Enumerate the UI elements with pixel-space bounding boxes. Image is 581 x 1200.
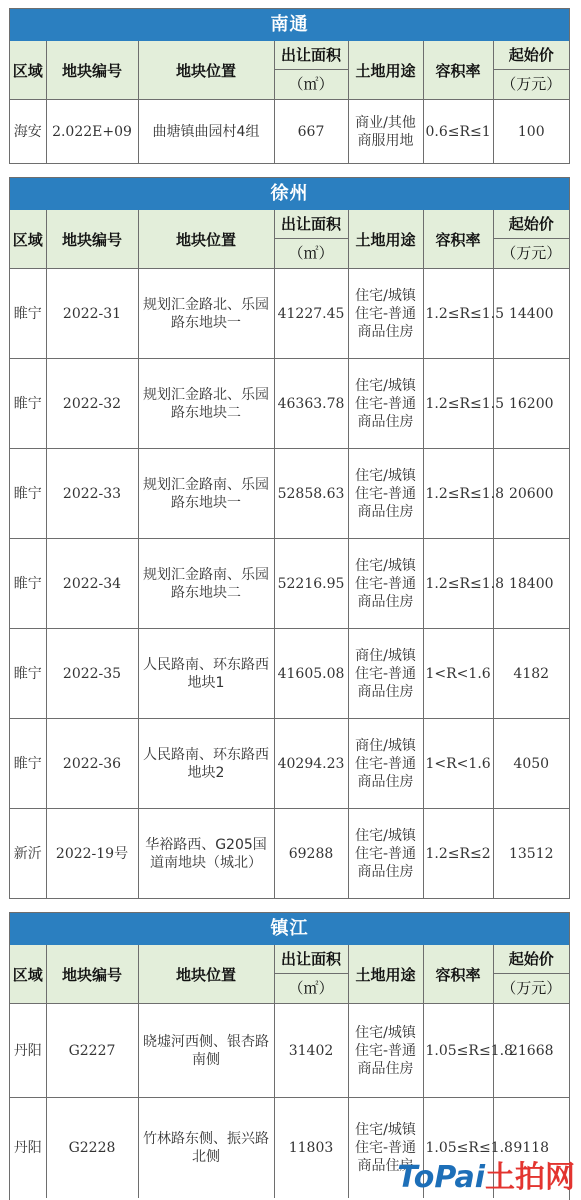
table-row — [10, 539, 569, 629]
cell-area: 41227.45 — [274, 269, 348, 359]
cell-plot-no: 2022-19号 — [46, 809, 138, 899]
cell-land-use: 住宅/城镇住宅-普通商品住房 — [348, 1098, 423, 1198]
cell-price: 16200 — [493, 359, 569, 449]
cell-region: 睢宁 — [10, 359, 46, 449]
cell-plot-no: 2022-34 — [46, 539, 138, 629]
cell-region: 睢宁 — [10, 539, 46, 629]
section-title: 徐州 — [10, 178, 569, 210]
cell-far: 1<R<1.6 — [423, 629, 493, 719]
cell-plot-no: 2022-31 — [46, 269, 138, 359]
header-area: 出让面积 （㎡） — [274, 210, 348, 269]
cell-region: 丹阳 — [10, 1004, 46, 1098]
cell-region: 睢宁 — [10, 629, 46, 719]
cell-plot-no: 2022-33 — [46, 449, 138, 539]
cell-region: 睢宁 — [10, 269, 46, 359]
cell-plot-no: G2227 — [46, 1004, 138, 1098]
table-row — [10, 100, 569, 164]
header-region: 区域 — [10, 210, 46, 269]
table-row — [10, 1004, 569, 1098]
header-plot-no: 地块编号 — [46, 210, 138, 269]
cell-far: 1.2≤R≤2 — [423, 809, 493, 899]
cell-plot-no: 2.022E+09 — [46, 100, 138, 164]
cell-region: 丹阳 — [10, 1098, 46, 1198]
header-far: 容积率 — [423, 41, 493, 100]
header-plot-no: 地块编号 — [46, 41, 138, 100]
land-table — [10, 210, 569, 899]
cell-price: 21668 — [493, 1004, 569, 1098]
cell-land-use: 住宅/城镇住宅-普通商品住房 — [348, 269, 423, 359]
header-location: 地块位置 — [138, 945, 274, 1004]
header-far: 容积率 — [423, 945, 493, 1004]
cell-far: 0.6≤R≤1 — [423, 100, 493, 164]
cell-location: 人民路南、环东路西地块1 — [138, 629, 274, 719]
cell-far: 1.05≤R≤1.8 — [423, 1098, 493, 1198]
header-row — [10, 945, 569, 1004]
cell-price: 4182 — [493, 629, 569, 719]
cell-far: 1.2≤R≤1.8 — [423, 449, 493, 539]
header-price: 起始价 （万元） — [493, 210, 569, 269]
cell-area: 46363.78 — [274, 359, 348, 449]
table-row — [10, 629, 569, 719]
header-land-use: 土地用途 — [348, 210, 423, 269]
header-row — [10, 210, 569, 269]
cell-location: 晓墟河西侧、银杏路南侧 — [138, 1004, 274, 1098]
cell-land-use: 住宅/城镇住宅-普通商品住房 — [348, 359, 423, 449]
land-table — [10, 41, 569, 164]
cell-land-use: 商住/城镇住宅-普通商品住房 — [348, 629, 423, 719]
cell-location: 竹林路东侧、振兴路北侧 — [138, 1098, 274, 1198]
table-row — [10, 1098, 569, 1198]
cell-land-use: 住宅/城镇住宅-普通商品住房 — [348, 539, 423, 629]
header-land-use: 土地用途 — [348, 41, 423, 100]
cell-area: 41605.08 — [274, 629, 348, 719]
cell-price: 100 — [493, 100, 569, 164]
cell-far: 1.2≤R≤1.5 — [423, 359, 493, 449]
section-title: 南通 — [10, 9, 569, 41]
cell-area: 69288 — [274, 809, 348, 899]
section-zhenjiang — [9, 912, 570, 1200]
cell-land-use: 住宅/城镇住宅-普通商品住房 — [348, 1004, 423, 1098]
cell-location: 规划汇金路南、乐园路东地块二 — [138, 539, 274, 629]
cell-land-use: 商住/城镇住宅-普通商品住房 — [348, 719, 423, 809]
cell-area: 52216.95 — [274, 539, 348, 629]
header-far: 容积率 — [423, 210, 493, 269]
cell-location: 规划汇金路北、乐园路东地块一 — [138, 269, 274, 359]
table-row — [10, 449, 569, 539]
section-xuzhou — [9, 177, 570, 899]
cell-plot-no: G2228 — [46, 1098, 138, 1198]
cell-location: 规划汇金路北、乐园路东地块二 — [138, 359, 274, 449]
cell-region: 海安 — [10, 100, 46, 164]
header-location: 地块位置 — [138, 41, 274, 100]
section-title: 镇江 — [10, 913, 569, 945]
cell-price: 20600 — [493, 449, 569, 539]
cell-price: 4050 — [493, 719, 569, 809]
table-row — [10, 269, 569, 359]
cell-land-use: 住宅/城镇住宅-普通商品住房 — [348, 449, 423, 539]
cell-land-use: 商业/其他商服用地 — [348, 100, 423, 164]
cell-price: 13512 — [493, 809, 569, 899]
cell-land-use: 住宅/城镇住宅-普通商品住房 — [348, 809, 423, 899]
cell-location: 人民路南、环东路西地块2 — [138, 719, 274, 809]
header-row — [10, 41, 569, 100]
cell-far: 1<R<1.6 — [423, 719, 493, 809]
cell-plot-no: 2022-35 — [46, 629, 138, 719]
cell-area: 40294.23 — [274, 719, 348, 809]
header-plot-no: 地块编号 — [46, 945, 138, 1004]
table-row — [10, 359, 569, 449]
header-area: 出让面积 （㎡） — [274, 945, 348, 1004]
cell-price: 18400 — [493, 539, 569, 629]
cell-far: 1.2≤R≤1.5 — [423, 269, 493, 359]
topai-logo: ToPai土拍网 — [397, 1160, 575, 1195]
cell-area: 31402 — [274, 1004, 348, 1098]
table-row — [10, 719, 569, 809]
header-location: 地块位置 — [138, 210, 274, 269]
header-region: 区域 — [10, 945, 46, 1004]
cell-area: 52858.63 — [274, 449, 348, 539]
cell-region: 睢宁 — [10, 719, 46, 809]
cell-plot-no: 2022-32 — [46, 359, 138, 449]
header-land-use: 土地用途 — [348, 945, 423, 1004]
cell-region: 新沂 — [10, 809, 46, 899]
cell-far: 1.05≤R≤1.8 — [423, 1004, 493, 1098]
header-region: 区域 — [10, 41, 46, 100]
header-price: 起始价 （万元） — [493, 41, 569, 100]
cell-price: 9118 — [493, 1098, 569, 1198]
cell-price: 14400 — [493, 269, 569, 359]
cell-location: 华裕路西、G205国道南地块（城北） — [138, 809, 274, 899]
cell-region: 睢宁 — [10, 449, 46, 539]
cell-plot-no: 2022-36 — [46, 719, 138, 809]
cell-area: 11803 — [274, 1098, 348, 1198]
header-price: 起始价 （万元） — [493, 945, 569, 1004]
land-table — [10, 945, 569, 1198]
header-area: 出让面积 （㎡） — [274, 41, 348, 100]
cell-area: 667 — [274, 100, 348, 164]
cell-location: 规划汇金路南、乐园路东地块一 — [138, 449, 274, 539]
table-row — [10, 809, 569, 899]
cell-far: 1.2≤R≤1.8 — [423, 539, 493, 629]
section-nantong — [9, 8, 570, 164]
cell-location: 曲塘镇曲园村4组 — [138, 100, 274, 164]
